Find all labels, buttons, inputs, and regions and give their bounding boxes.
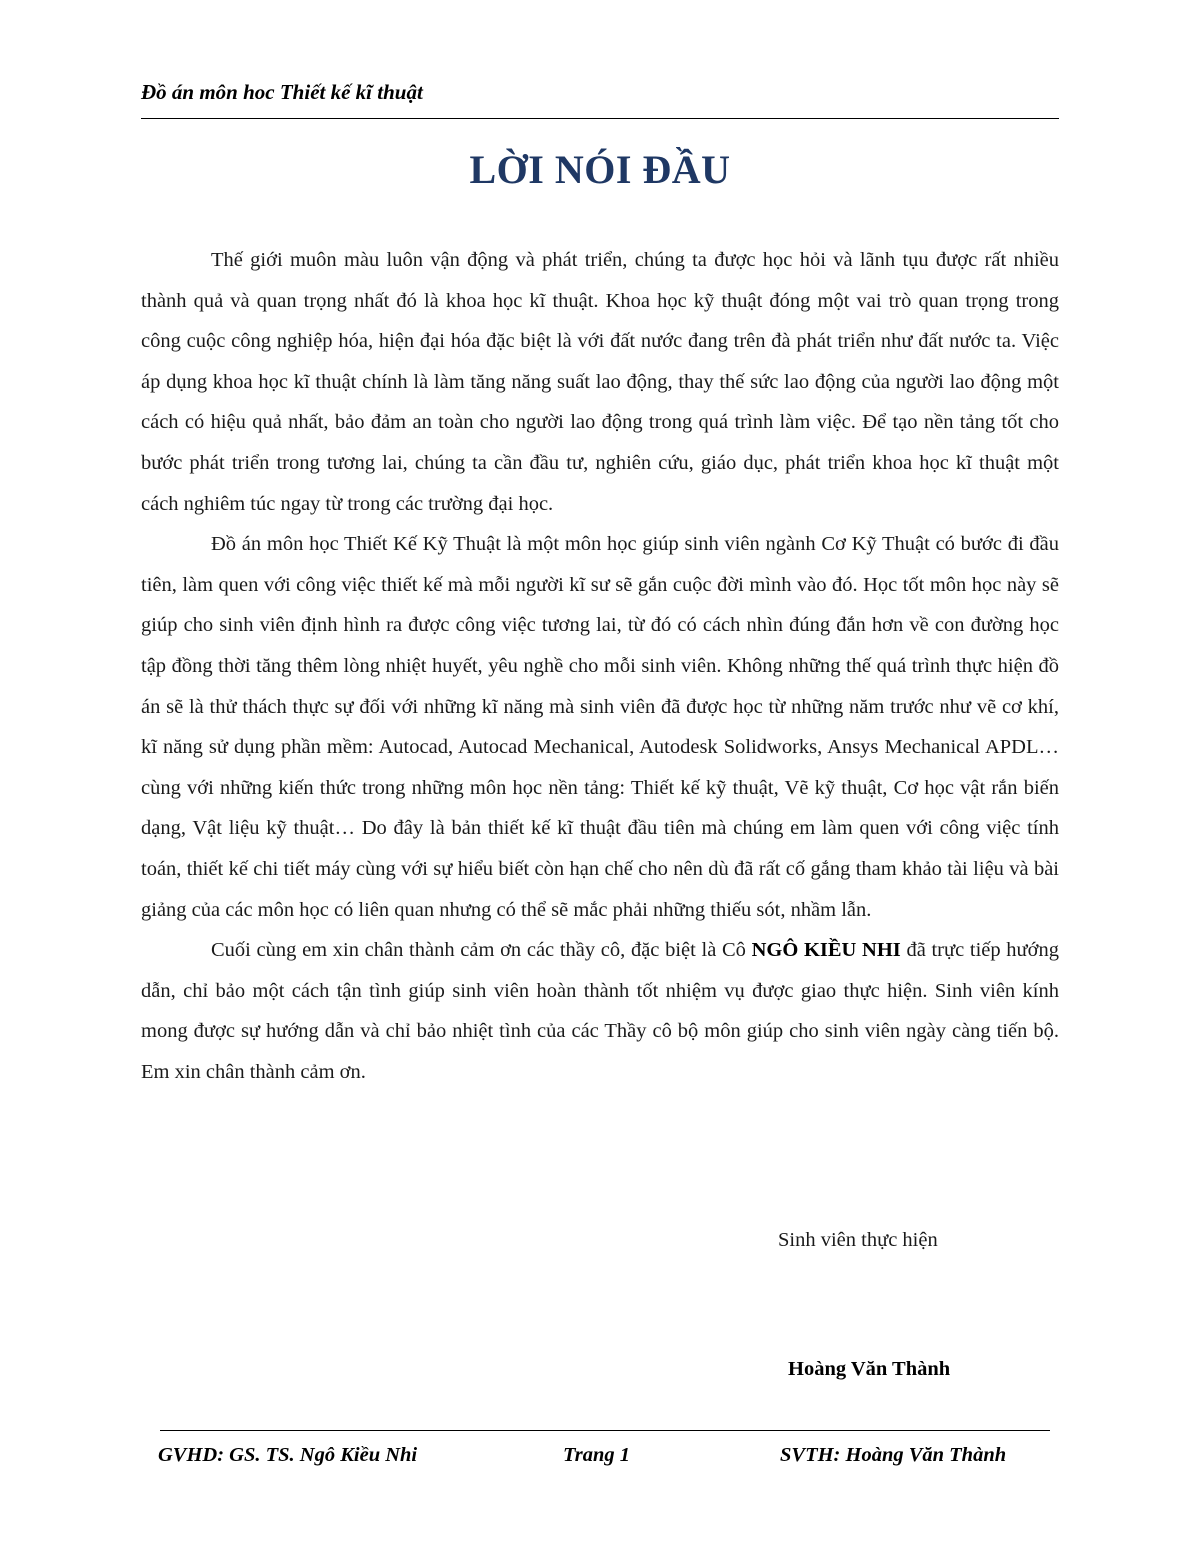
signature-name: Hoàng Văn Thành xyxy=(788,1358,951,1380)
closing-text-start: Cuối cùng em xin chân thành cảm ơn các thầy cô, đặc biệt là Cô xyxy=(211,939,752,962)
document-body xyxy=(141,240,1059,1092)
footer-page-number: Trang 1 xyxy=(563,1444,631,1466)
header-divider xyxy=(141,118,1059,119)
paragraph-intro: Thế giới muôn màu luôn vận động và phát triển, chúng ta được học hỏi và lãnh tụu được rất nhiều thành quả và quan trọng nhất đó là khoa học kĩ thuật. Khoa học kỹ thuật đóng một vai trò quan trọng trong công cuộc công nghiệp hóa, hiện đại hóa đặc biệt là với đất nước đang trên đà phát triển như đất nước ta. Việc áp dụng khoa học kĩ thuật chính là làm tăng năng suất lao động, thay thế sức lao động của người lao động một cách có hiệu quả nhất, bảo đảm an toàn cho người lao động trong quá trình làm việc. Để tạo nền tảng tốt cho bước phát triển trong tương lai, chúng ta cần đầu tư, nghiên cứu, giáo dục, phát triển khoa học kĩ thuật một cách nghiêm túc ngay từ trong các trường đại học. xyxy=(141,249,1059,515)
header-title: Đồ án môn hoc Thiết kế kĩ thuật xyxy=(141,80,423,104)
closing-text-end: đã trực tiếp hướng dẫn, chỉ bảo một cách tận tình giúp sinh viên hoàn thành tốt nhiệm vụ được giao thực hiện. Sinh viên kính mong được sự hướng dẫn và chỉ bảo nhiệt tình của các Thầy cô bộ môn giúp cho sinh viên ngày càng tiến bộ. Em xin chân thành cảm ơn. xyxy=(141,939,1059,1083)
footer-supervisor: GVHD: GS. TS. Ngô Kiều Nhi xyxy=(158,1444,418,1466)
paragraph-course: Đồ án môn học Thiết Kế Kỹ Thuật là một môn học giúp sinh viên ngành Cơ Kỹ Thuật có bước đi đầu tiên, làm quen với công việc thiết kế mà mỗi người kĩ sư sẽ gắn cuộc đời mình vào đó. Học tốt môn học này sẽ giúp cho sinh viên định hình ra được công việc tương lai, từ đó có cách nhìn đúng đắn hơn về con đường học tập đồng thời tăng thêm lòng nhiệt huyết, yêu nghề cho mỗi sinh viên. Không những thế quá trình thực hiện đồ án sẽ là thử thách thực sự đối với những kĩ năng mà sinh viên đã được học từ những năm trước như vẽ cơ khí, kĩ năng sử dụng phần mềm: Autocad, Autocad Mechanical, Autodesk Solidworks, Ansys Mechanical APDL… cùng với những kiến thức trong những môn học nền tảng: Thiết kế kỹ thuật, Vẽ kỹ thuật, Cơ học vật rắn biến dạng, Vật liệu kỹ thuật… Do đây là bản thiết kế kĩ thuật đầu tiên mà chúng em làm quen với công việc tính toán, thiết kế chi tiết máy cùng với sự hiểu biết còn hạn chế cho nên dù đã rất cố gắng tham khảo tài liệu và bài giảng của các môn học có liên quan nhưng có thể sẽ mắc phải những thiếu sót, nhầm lẫn. xyxy=(141,533,1059,921)
supervisor-name: NGÔ KIỀU NHI xyxy=(751,939,901,962)
paragraph-closing xyxy=(141,930,1059,1092)
footer-divider xyxy=(160,1430,1050,1431)
page-title: LỜI NÓI ĐẦU xyxy=(469,147,731,192)
signature-role: Sinh viên thực hiện xyxy=(778,1229,938,1251)
footer-student: SVTH: Hoàng Văn Thành xyxy=(780,1444,1007,1466)
